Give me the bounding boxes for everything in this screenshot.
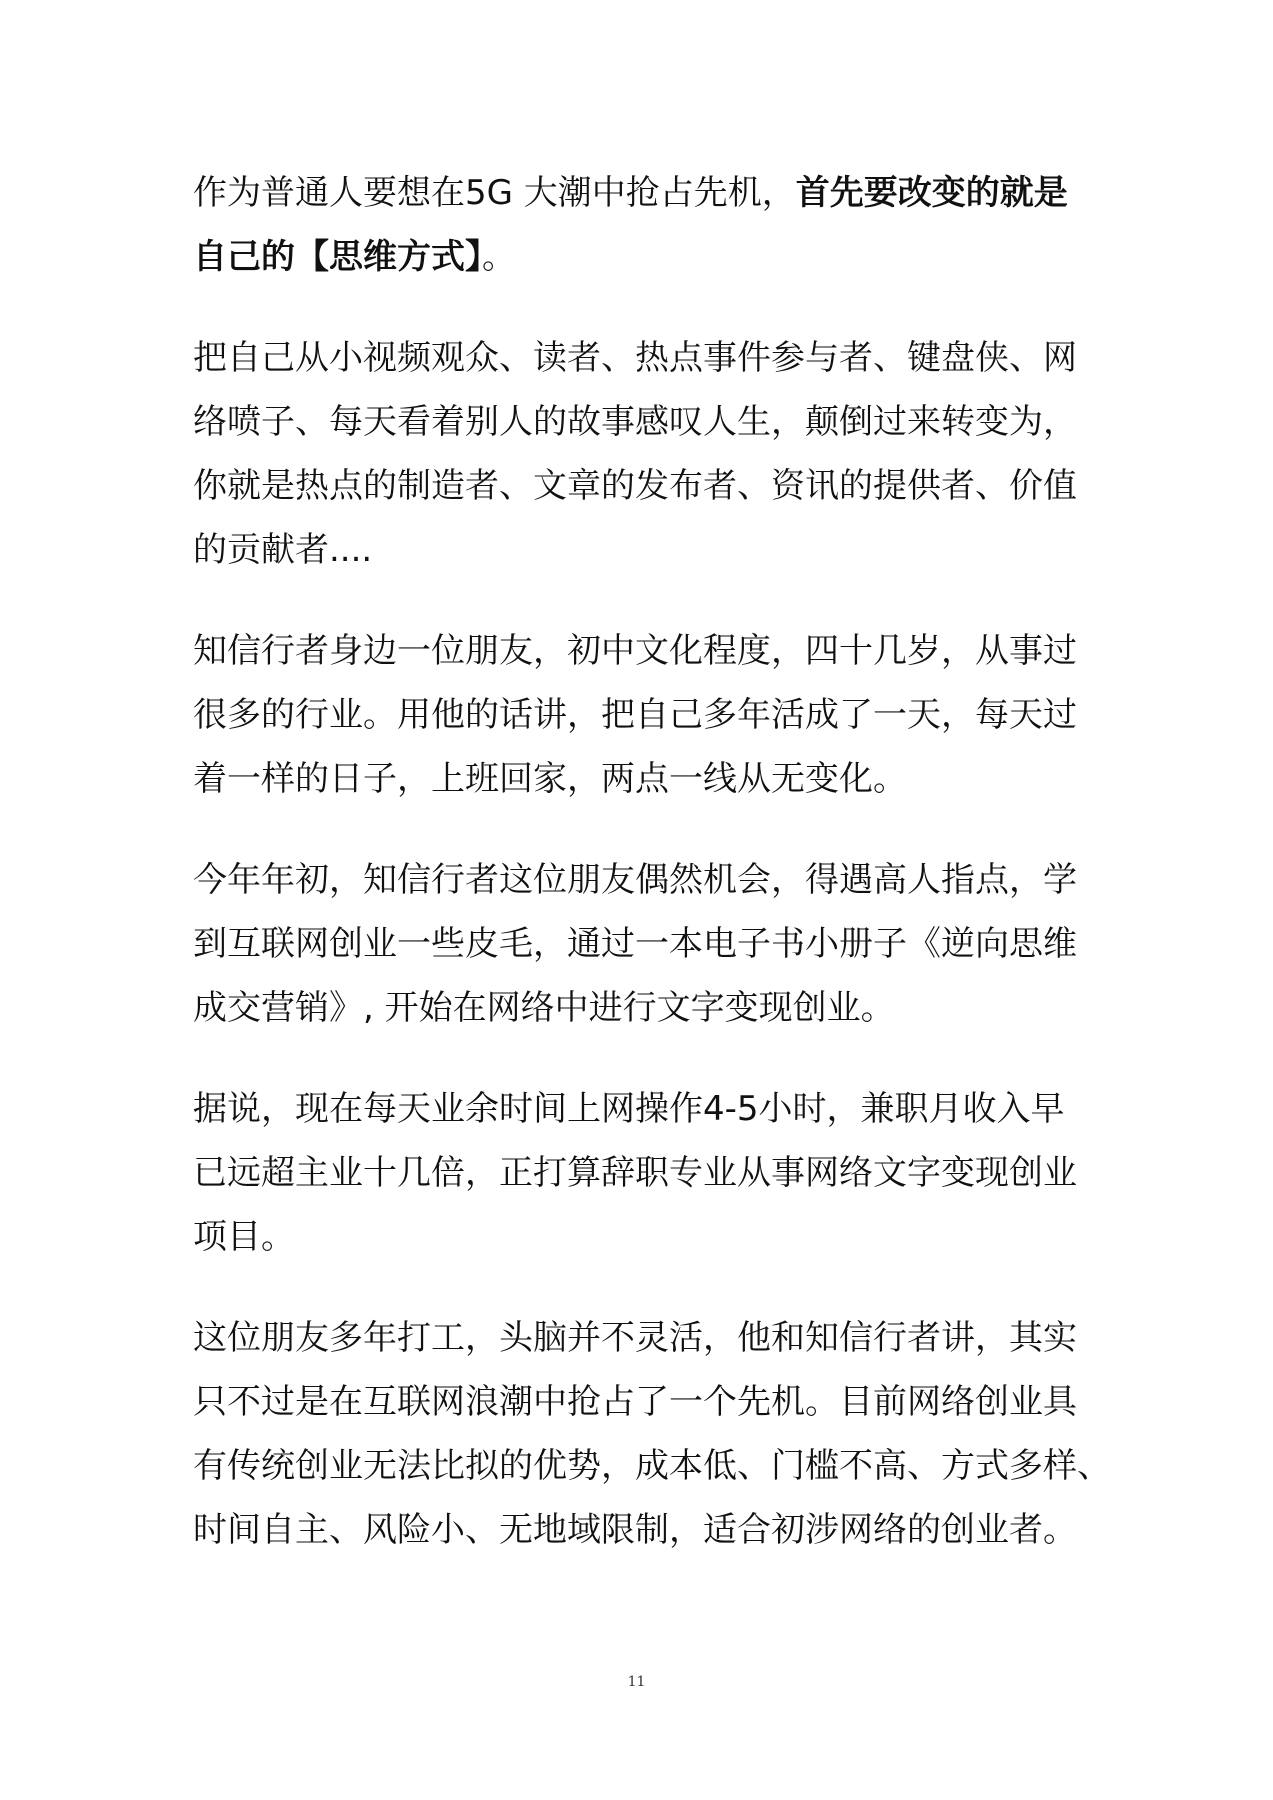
- bold-text: 首先要改变的就是: [795, 173, 1068, 213]
- paragraph-line: 项目。: [193, 1217, 295, 1257]
- paragraph-line: [193, 161, 1093, 225]
- paragraph-5: [193, 1077, 1093, 1269]
- paragraph-1: [193, 161, 1093, 289]
- paragraph-line: 时间自主、风险小、无地域限制，适合初涉网络的创业者。: [193, 1510, 1077, 1550]
- paragraph-4: [193, 848, 1093, 1040]
- paragraph-line: 到互联网创业一些皮毛，通过一本电子书小册子《逆向思维: [193, 924, 1077, 964]
- paragraph-line: 据说，现在每天业余时间上网操作4-5小时，兼职月收入早: [193, 1089, 1065, 1129]
- plain-text: 作为普通人要想在5G 大潮中抢占先机，: [193, 173, 796, 213]
- paragraph-line: 成交营销》, 开始在网络中进行文字变现创业。: [193, 988, 895, 1028]
- paragraph-line: 络喷子、每天看着别人的故事感叹人生，颠倒过来转变为，: [193, 402, 1077, 442]
- document-body: [193, 161, 1111, 1599]
- bold-text: 自己的【思维方式】: [193, 237, 482, 277]
- paragraph-line: 这位朋友多年打工，头脑并不灵活，他和知信行者讲，其实: [193, 1318, 1077, 1358]
- paragraph-6: [193, 1306, 1111, 1562]
- paragraph-line: 知信行者身边一位朋友，初中文化程度，四十几岁，从事过: [193, 631, 1077, 671]
- paragraph-line: 把自己从小视频观众、读者、热点事件参与者、键盘侠、网: [193, 338, 1077, 378]
- paragraph-3: [193, 619, 1093, 811]
- paragraph-line: 今年年初，知信行者这位朋友偶然机会，得遇高人指点，学: [193, 860, 1077, 900]
- paragraph-line: 已远超主业十几倍，正打算辞职专业从事网络文字变现创业: [193, 1153, 1077, 1193]
- paragraph-line: 有传统创业无法比拟的优势，成本低、门槛不高、方式多样、: [193, 1446, 1111, 1486]
- plain-text: 。: [482, 237, 516, 277]
- paragraph-line: 很多的行业。用他的话讲，把自己多年活成了一天，每天过: [193, 695, 1077, 735]
- paragraph-line: 着一样的日子，上班回家，两点一线从无变化。: [193, 759, 907, 799]
- paragraph-line: 只不过是在互联网浪潮中抢占了一个先机。目前网络创业具: [193, 1382, 1077, 1422]
- page-number: 11: [627, 1674, 646, 1690]
- paragraph-line: 你就是热点的制造者、文章的发布者、资讯的提供者、价值: [193, 466, 1077, 506]
- paragraph-line: [193, 225, 1093, 289]
- paragraph-2: [193, 326, 1093, 582]
- paragraph-line: 的贡献者....: [193, 530, 373, 570]
